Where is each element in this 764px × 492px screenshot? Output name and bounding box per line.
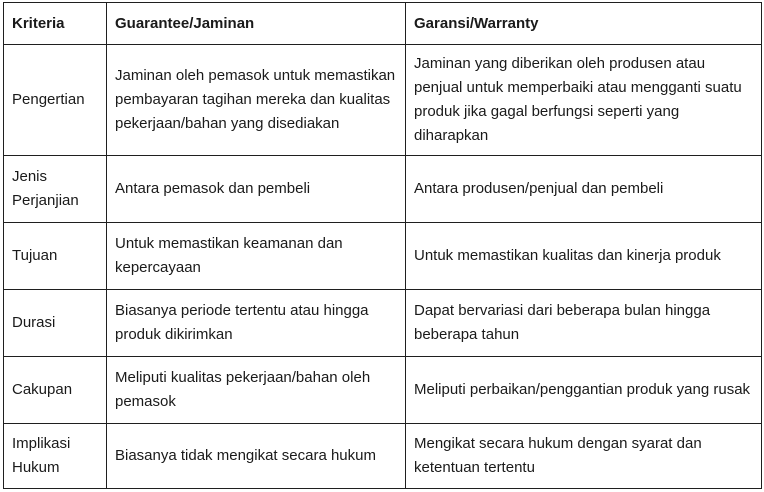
cell-guarantee: Antara pemasok dan pembeli bbox=[107, 156, 406, 223]
cell-guarantee: Untuk memastikan keamanan dan kepercayaan bbox=[107, 223, 406, 290]
cell-warranty: Jaminan yang diberikan oleh produsen atau penjual untuk memperbaiki atau mengganti suatu produk jika gagal berfungsi seperti yang diharapkan bbox=[406, 45, 762, 156]
cell-guarantee: Biasanya periode tertentu atau hingga produk dikirimkan bbox=[107, 290, 406, 357]
cell-guarantee: Meliputi kualitas pekerjaan/bahan oleh pemasok bbox=[107, 357, 406, 424]
cell-kriteria: Pengertian bbox=[4, 45, 107, 156]
header-warranty: Garansi/Warranty bbox=[406, 3, 762, 45]
cell-warranty: Dapat bervariasi dari beberapa bulan hingga beberapa tahun bbox=[406, 290, 762, 357]
header-kriteria: Kriteria bbox=[4, 3, 107, 45]
table-header-row bbox=[4, 3, 762, 45]
table-row bbox=[4, 45, 762, 156]
table-row bbox=[4, 156, 762, 223]
table-row bbox=[4, 290, 762, 357]
cell-kriteria: Jenis Perjanjian bbox=[4, 156, 107, 223]
table-row bbox=[4, 357, 762, 424]
comparison-table-container bbox=[3, 2, 761, 489]
header-guarantee: Guarantee/Jaminan bbox=[107, 3, 406, 45]
cell-guarantee: Biasanya tidak mengikat secara hukum bbox=[107, 424, 406, 489]
cell-guarantee: Jaminan oleh pemasok untuk memastikan pembayaran tagihan mereka dan kualitas pekerjaan/bahan yang disediakan bbox=[107, 45, 406, 156]
cell-kriteria: Tujuan bbox=[4, 223, 107, 290]
cell-warranty: Antara produsen/penjual dan pembeli bbox=[406, 156, 762, 223]
cell-warranty: Untuk memastikan kualitas dan kinerja produk bbox=[406, 223, 762, 290]
table-row bbox=[4, 424, 762, 489]
cell-warranty: Mengikat secara hukum dengan syarat dan ketentuan tertentu bbox=[406, 424, 762, 489]
cell-warranty: Meliputi perbaikan/penggantian produk yang rusak bbox=[406, 357, 762, 424]
cell-kriteria: Durasi bbox=[4, 290, 107, 357]
table-row bbox=[4, 223, 762, 290]
comparison-table bbox=[3, 2, 762, 489]
cell-kriteria: Implikasi Hukum bbox=[4, 424, 107, 489]
cell-kriteria: Cakupan bbox=[4, 357, 107, 424]
